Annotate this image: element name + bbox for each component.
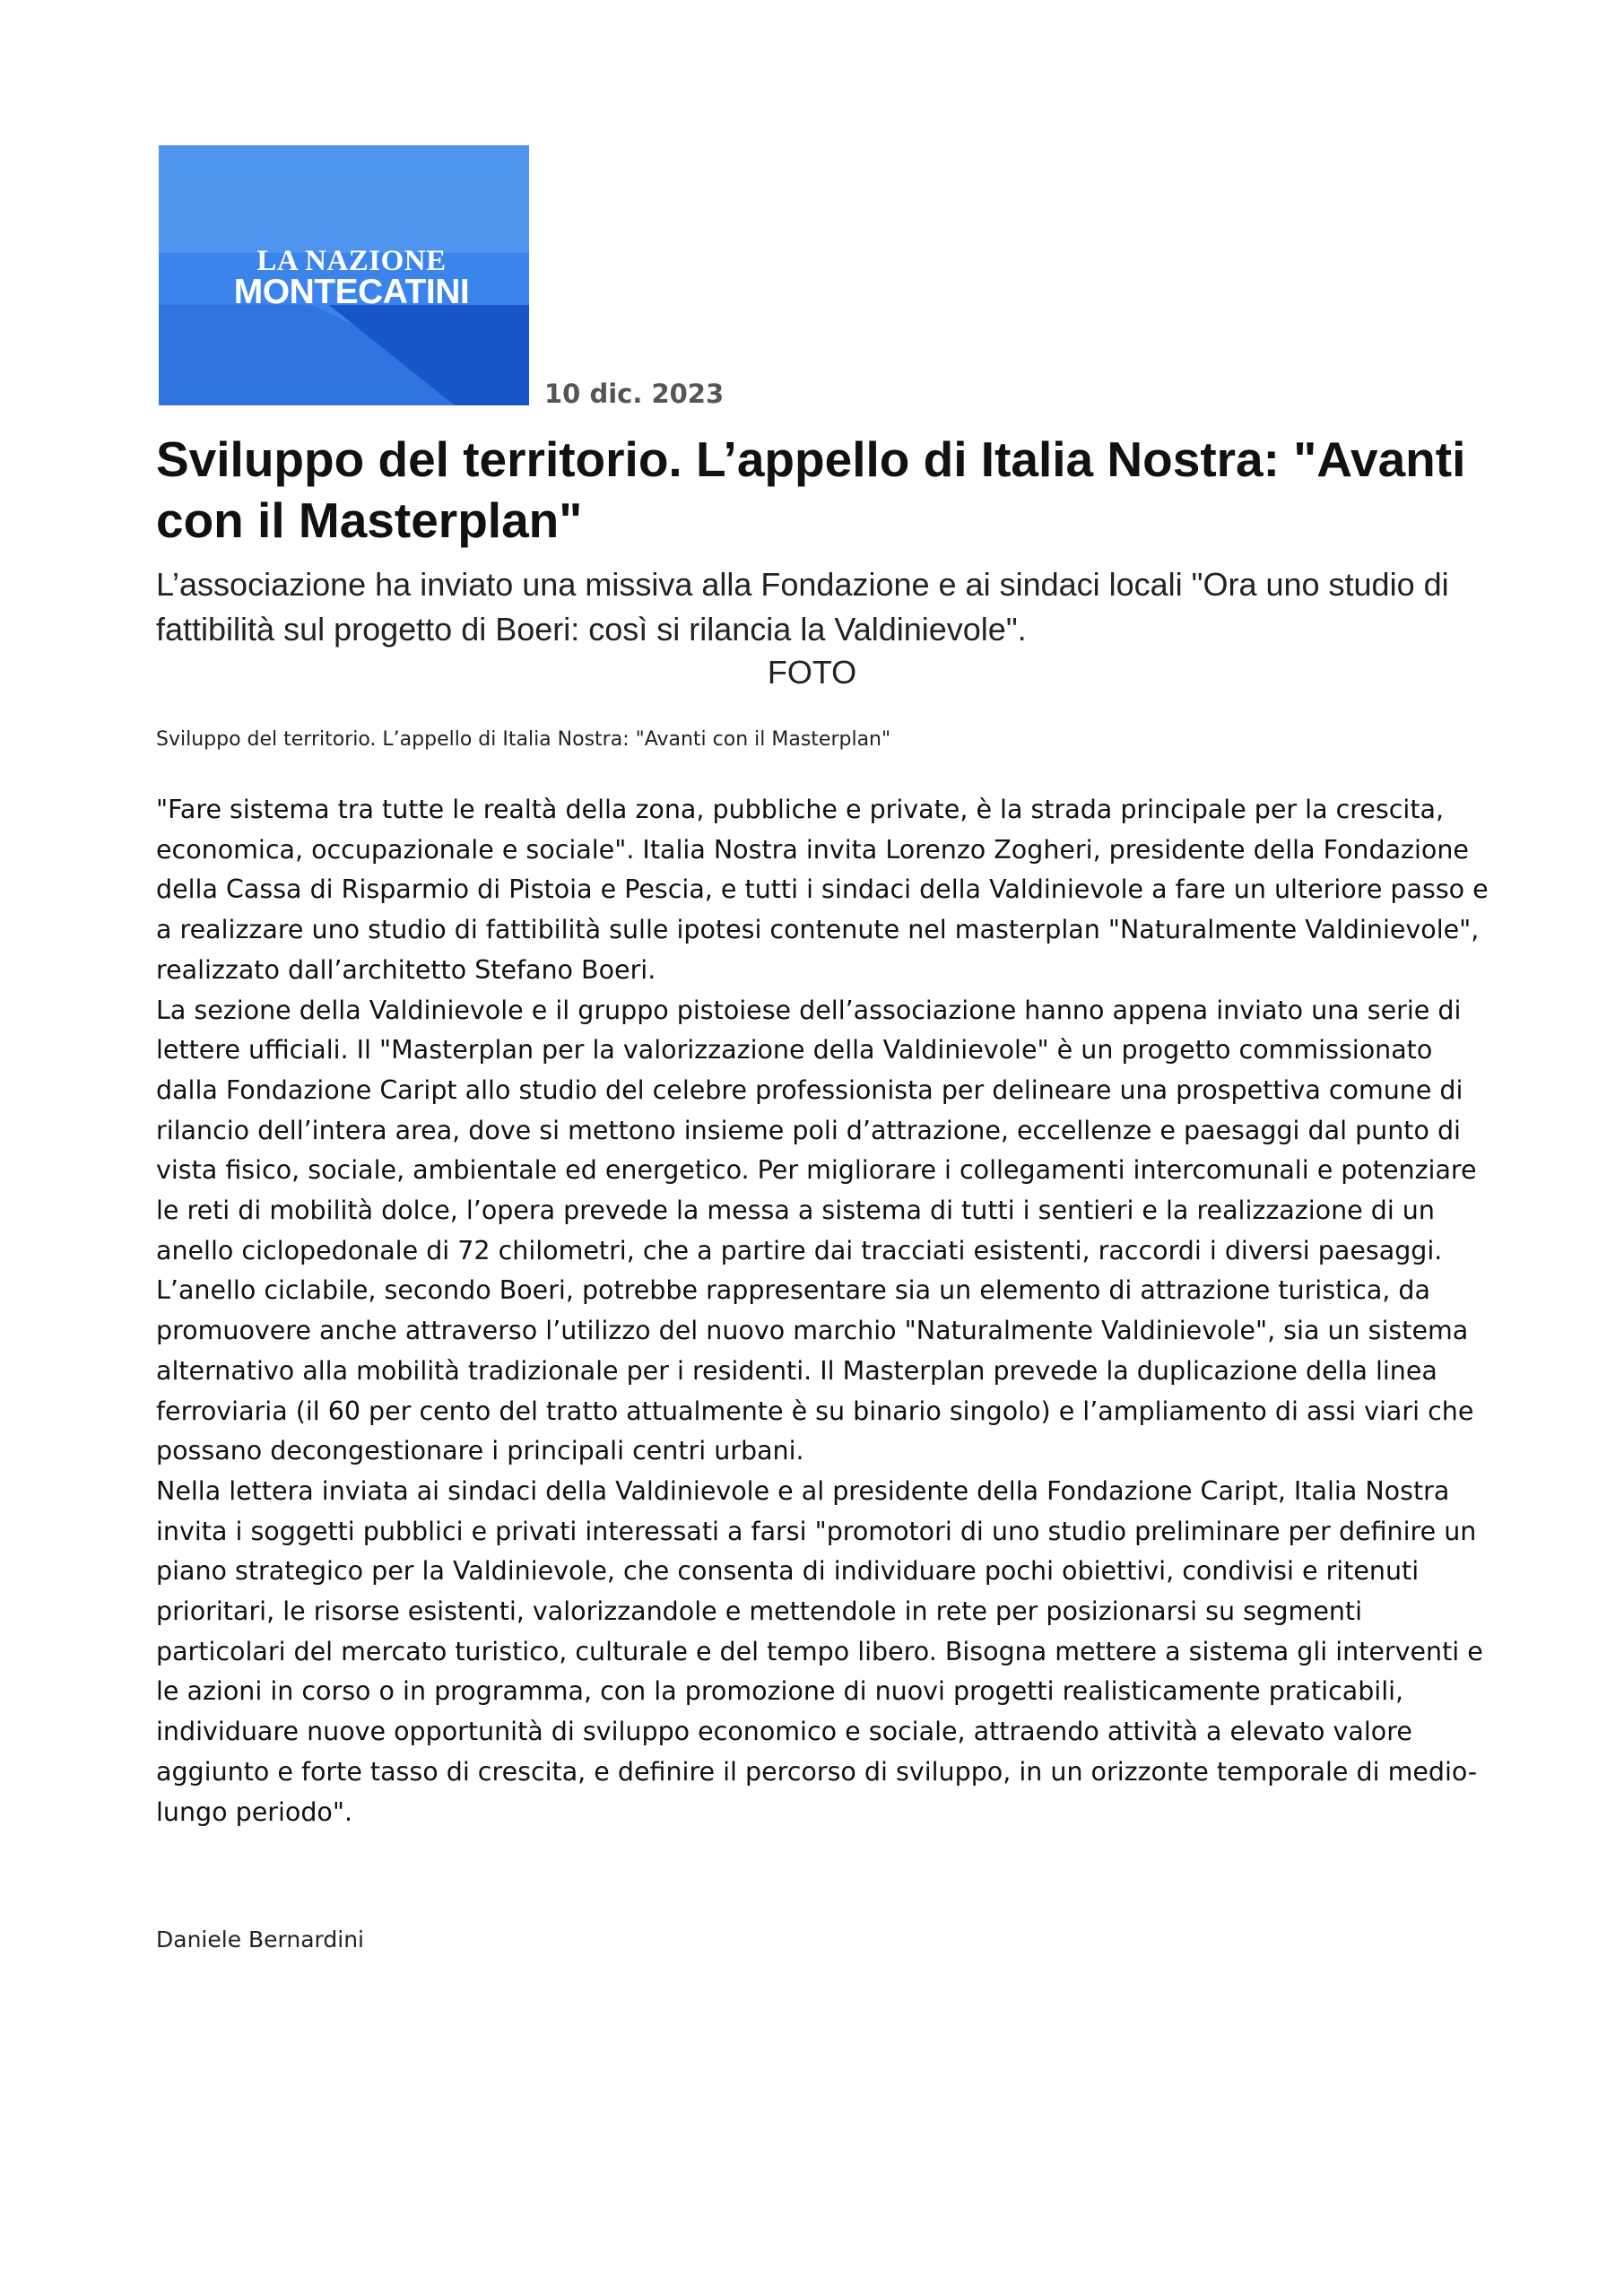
logo-edition: MONTECATINI [233, 273, 470, 311]
article-subheadline: L’associazione ha inviato una missiva alla Fondazione e ai sindaci locali "Ora uno studio di fattibilità sul progetto di Boeri: così si rilancia la Valdinievole". [156, 566, 1449, 648]
body-paragraph: La sezione della Valdinievole e il gruppo pistoiese dell’associazione hanno appena inviato una serie di lettere ufficiali. Il "Masterplan per la valorizzazione della Valdinievole" è un progetto commissionato dalla Fondazione Caript allo studio del celebre professionista per delineare una prospettiva comune di rilancio dell’intera area, dove si mettono insieme poli d’attrazione, eccellenze e paesaggi dal punto di vista fisico, sociale, ambientale ed energetico. Per migliorare i collegamenti intercomunali e potenziare le reti di mobilità dolce, l’opera prevede la messa a sistema di tutti i sentieri e la realizzazione di un anello ciclopedonale di 72 chilometri, che a partire dai tracciati esistenti, raccordi i diversi paesaggi. [156, 995, 1477, 1265]
body-paragraph: "Fare sistema tra tutte le realtà della zona, pubbliche e private, è la strada principale per la crescita, economica, occupazionale e sociale". Italia Nostra invita Lorenzo Zogheri, presidente della Fondazione della Cassa di Risparmio di Pistoia e Pescia, e tutti i sindaci della Valdinievole a fare un ulteriore passo e a realizzare uno studio di fattibilità sulle ipotesi contenute nel masterplan "Naturalmente Valdinievole", realizzato dall’architetto Stefano Boeri. [156, 795, 1489, 985]
photo-placeholder: FOTO [767, 654, 857, 691]
article-headline: Sviluppo del territorio. L’appello di Italia Nostra: "Avanti con il Masterplan" [156, 431, 1466, 548]
body-paragraph: L’anello ciclabile, secondo Boeri, potrebbe rappresentare sia un elemento di attrazione turistica, da promuovere anche attraverso l’utilizzo del nuovo marchio "Naturalmente Valdinievole", sia un sistema alternativo alla mobilità tradizionale per i residenti. Il Masterplan prevede la duplicazione della linea ferroviaria (il 60 per cento del tratto attualmente è su binario singolo) e l’ampliamento di assi viari che possano decongestionare i principali centri urbani. [156, 1275, 1474, 1466]
logo-title: LA NAZIONE [256, 245, 447, 277]
masthead-logo [159, 145, 529, 405]
article-body [156, 790, 1492, 1832]
body-paragraph: Nella lettera inviata ai sindaci della Valdinievole e al presidente della Fondazione Caript, Italia Nostra invita i soggetti pubblici e privati interessati a farsi "promotori di uno studio preliminare per definire un piano strategico per la Valdinievole, che consenta di individuare pochi obiettivi, condivisi e ritenuti prioritari, le risorse esistenti, valorizzandole e mettendole in rete per posizionarsi su segmenti particolari del mercato turistico, culturale e del tempo libero. Bisogna mettere a sistema gli interventi e le azioni in corso o in programma, con la promozione di nuovi progetti realisticamente praticabili, individuare nuove opportunità di sviluppo economico e sociale, attraendo attività a elevato valore aggiunto e forte tasso di crescita, e definire il percorso di sviluppo, in un orizzonte temporale di medio-lungo periodo". [156, 1475, 1483, 1827]
article-author: Daniele Bernardini [156, 1926, 364, 1952]
publication-date: 10 dic. 2023 [544, 378, 725, 409]
logo-wordmark [186, 247, 517, 309]
photo-caption: Sviluppo del territorio. L’appello di Italia Nostra: "Avanti con il Masterplan" [156, 728, 891, 751]
